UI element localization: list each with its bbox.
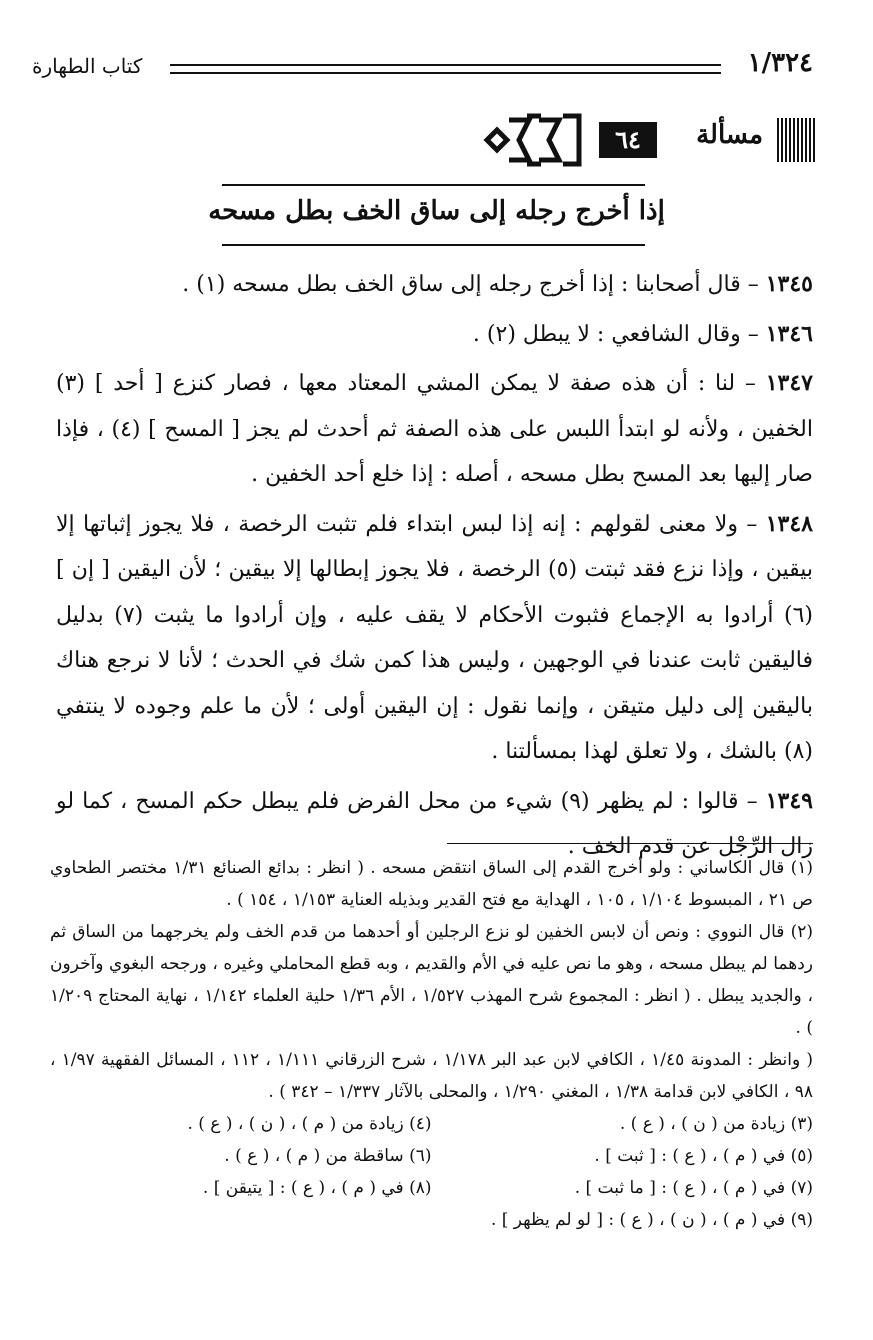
footnote: (٢) قال النووي : ونص أن لابس الخفين لو نزع الرجلين أو أحدهما من قدم الخف ولم يخرجهما من الساق ثم ردهما لم يبطل مسحه ، وهو ما نص عليه في الأم والقديم ، وبه قطع المحاملي وغيره ، ورجحه البغوي وآخرون ، والجديد يبطل . ( انظر : المجموع شرح المهذب ١/٥٢٧ ، الأم ١/٣٦ حلية العلماء ١/١٤٢ ، نهاية المحتاج ١/٢٠٩ ) . (50, 922, 813, 1038)
paragraph (56, 262, 813, 308)
book-title: كتاب الطهارة (32, 54, 143, 78)
paragraph-number: ١٣٤٩ (765, 787, 813, 814)
paragraph-text: – وقال الشافعي : لا يبطل (٢) . (472, 321, 766, 347)
footnote: (٨) في ( م ) ، ( ع ) : [ يتيقن ] . (202, 1178, 432, 1198)
paragraph-text: – قالوا : لم يظهر (٩) شيء من محل الفرض فلم يبطل حكم المسح ، كما لو زال الرِّجْل عن قدم الخف . (56, 788, 813, 859)
footnote: (٩) في ( م ) ، ( ن ) ، ( ع ) : [ لو لم يظهر ] . (490, 1210, 813, 1230)
footnote-row (50, 1172, 813, 1204)
running-header (32, 48, 813, 88)
chapter-title: إذا أخرج رجله إلى ساق الخف بطل مسحه (208, 196, 665, 226)
footnote: (٧) في ( م ) ، ( ع ) : [ ما ثبت ] . (574, 1178, 813, 1198)
paragraph (56, 502, 813, 775)
paragraph-number: ١٣٤٧ (765, 370, 813, 396)
paragraph-number: ١٣٤٦ (765, 320, 813, 347)
main-text (56, 262, 813, 874)
striped-bar-ornament (777, 118, 817, 162)
footnote: (١) قال الكاساني : ولو أخرج القدم إلى الساق انتقض مسحه . ( انظر : بدائع الصنائع ١/٣١ مختصر الطحاوي ص ٢١ ، المبسوط ١/١٠٤ ، ١٠٥ ، الهداية مع فتح القدير وبذيله العناية ١/١٥٣ ، ١٥٤ ) . (50, 858, 814, 910)
footnotes (50, 852, 813, 1236)
geometric-ornament-icon (479, 110, 589, 170)
footnote: (٦) ساقطة من ( م ) ، ( ع ) . (224, 1146, 432, 1166)
paragraph-number: ١٣٤٨ (765, 510, 813, 537)
paragraph (56, 312, 813, 358)
footnote: ( وانظر : المدونة ١/٤٥ ، الكافي لابن عبد البر ١/١٧٨ ، شرح الزرقاني ١/١١١ ، ١١٢ ، المسائل الفقهية ١/٩٧ ، ٩٨ ، الكافي لابن قدامة ١/٣٨ ، المغني ١/٢٩٠ ، والمحلى بالآثار ١/٣٣٧ – ٣٤٢ ) . (50, 1050, 814, 1102)
masala-label: مسألة (696, 120, 763, 150)
header-double-rule (170, 64, 721, 74)
page-number: ١/٣٢٤ (747, 48, 813, 78)
footnote: (٥) في ( م ) ، ( ع ) : [ ثبت ] . (594, 1146, 813, 1166)
masala-number: ٦٤ (599, 122, 657, 158)
paragraph-text: – قال أصحابنا : إذا أخرج رجله إلى ساق الخف بطل مسحه (١) . (182, 272, 766, 297)
footnote: (٤) زيادة من ( م ) ، ( ن ) ، ( ع ) . (187, 1114, 432, 1134)
title-top-rule (222, 184, 645, 186)
footnote-row (50, 1108, 813, 1140)
paragraph-text: – لنا : أن هذه صفة لا يمكن المشي المعتاد معها ، فصار كنزع [ أحد ] (٣) الخفين ، ولأنه لو ابتدأ اللبس على هذه الصفة ثم أحدث لم يجز [ المسح ] (٤) ، فإذا صار إليها بعد المسح بطل مسحه ، أصله : إذا خلع أحد الخفين . (56, 371, 813, 487)
paragraph (56, 361, 813, 498)
footnote-row (50, 1140, 813, 1172)
masala-banner (417, 110, 817, 170)
footnote-separator (447, 843, 813, 844)
title-bottom-rule (222, 244, 645, 246)
paragraph-number: ١٣٤٥ (765, 271, 813, 297)
paragraph-text: – ولا معنى لقولهم : إنه إذا لبس ابتداء فلم تثبت الرخصة ، فلا يجوز إثباتها إلا بيقين ، وإذا نزع فقد ثبتت (٥) الرخصة ، فلا يجوز إبطالها إلا بيقين ؛ لأن اليقين [ إن ] (٦) أرادوا به الإجماع فثبوت الأحكام لا يقف عليه ، وإن أرادوا ما يثبت (٧) بدليل فاليقين ثابت عندنا في الوجهين ، وليس هذا كمن شك في الحدث ؛ لأنا لا نرجع هناك باليقين إلى دليل متيقن ، وإنما نقول : إن اليقين أولى ؛ لأن ما علم وجوده لا ينتفي (٨) بالشك ، ولا تعلق لهذا بمسألتنا . (56, 511, 813, 764)
footnote: (٣) زيادة من ( ن ) ، ( ع ) . (619, 1114, 813, 1134)
